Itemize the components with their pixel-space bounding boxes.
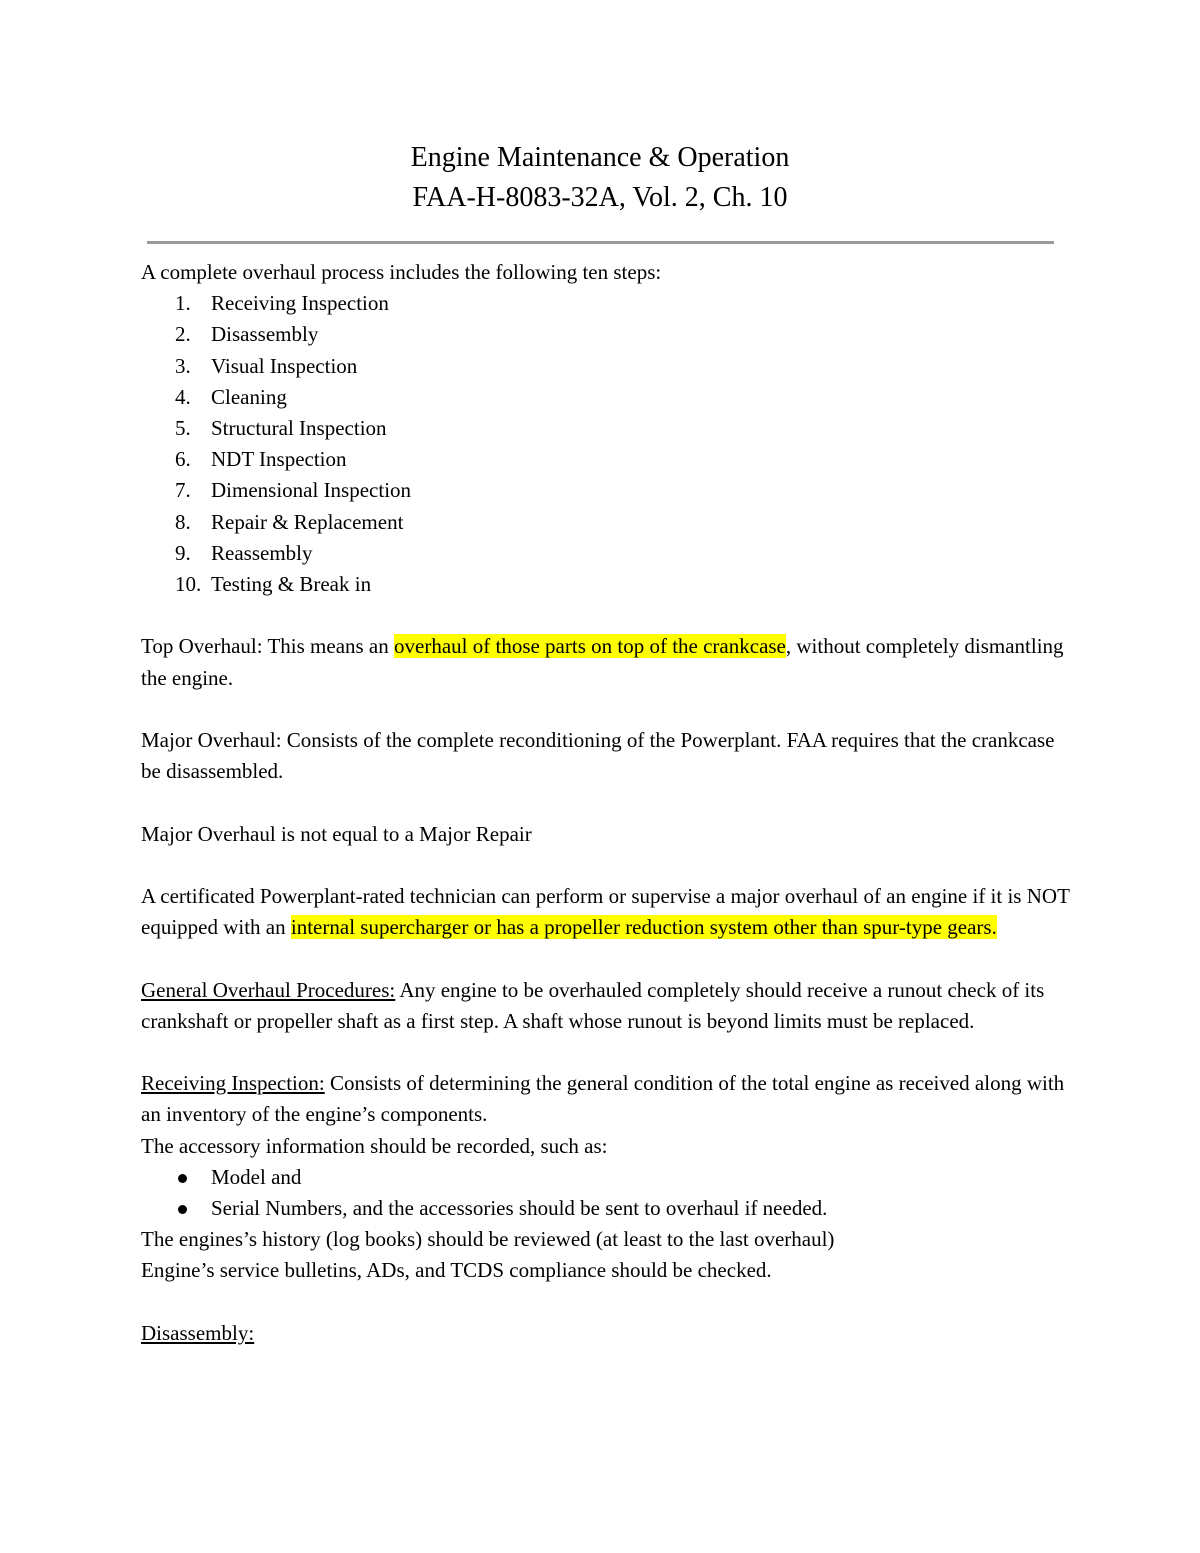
section-heading: Receiving Inspection:	[141, 1071, 325, 1096]
accessory-line: The accessory information should be recorded, such as:	[141, 1133, 608, 1158]
highlighted-text: overhaul of those parts on top of the crankcase	[394, 634, 786, 659]
section-heading: General Overhaul Procedures:	[141, 977, 396, 1002]
list-item	[141, 569, 1071, 600]
list-item-text: Receiving Inspection	[211, 291, 389, 316]
list-item-text: Structural Inspection	[211, 416, 387, 441]
list-number: 6.	[175, 447, 191, 472]
history-line: The engines’s history (log books) should be reviewed (at least to the last overhaul)	[141, 1227, 835, 1252]
paragraph-spacer	[141, 787, 1071, 818]
highlighted-text: internal supercharger or has a propeller reduction system other than spur-type gears.	[290, 915, 997, 940]
list-number: 5.	[175, 416, 191, 441]
major-not-repair-paragraph: Major Overhaul is not equal to a Major Repair	[141, 821, 532, 846]
list-number: 1.	[175, 291, 191, 316]
list-item-text: Model and	[211, 1164, 302, 1189]
section-heading: Disassembly:	[141, 1320, 255, 1345]
list-item	[141, 382, 1071, 413]
document-title: Engine Maintenance & Operation	[410, 142, 790, 173]
list-item	[141, 538, 1071, 569]
list-item-text: NDT Inspection	[211, 447, 347, 472]
bullet-icon	[178, 1174, 187, 1183]
paragraph-spacer	[141, 694, 1071, 725]
bulletins-line: Engine’s service bulletins, ADs, and TCDS compliance should be checked.	[141, 1258, 772, 1283]
certificated-technician-paragraph	[141, 881, 1071, 943]
list-item-text: Visual Inspection	[211, 353, 358, 378]
list-item	[141, 1162, 1071, 1193]
general-overhaul-paragraph	[141, 975, 1071, 1037]
list-number: 4.	[175, 384, 191, 409]
list-item-text: Disassembly	[211, 322, 319, 347]
paragraph-spacer	[141, 1287, 1071, 1318]
top-overhaul-text-end: , without completely dismantling the engine.	[141, 634, 1064, 690]
list-item	[141, 475, 1071, 506]
list-item-text: Dimensional Inspection	[211, 478, 412, 503]
top-overhaul-paragraph	[141, 631, 1071, 693]
bullet-icon	[178, 1205, 187, 1214]
list-item	[141, 444, 1071, 475]
list-item-text: Cleaning	[211, 384, 287, 409]
horizontal-divider	[147, 241, 1054, 244]
top-overhaul-text: Top Overhaul: This means an	[141, 634, 395, 659]
list-number: 2.	[175, 322, 191, 347]
general-overhaul-text: Any engine to be overhauled completely should receive a runout check of its crankshaft or propeller shaft as a first step. A shaft whose runout is beyond limits must be replaced.	[141, 977, 1045, 1033]
list-number: 9.	[175, 540, 191, 565]
intro-paragraph: A complete overhaul process includes the following ten steps:	[141, 260, 662, 284]
list-item-text: Reassembly	[211, 540, 313, 565]
receiving-inspection-paragraph	[141, 1068, 1071, 1130]
paragraph-spacer	[141, 850, 1071, 881]
paragraph-spacer	[141, 600, 1071, 631]
paragraph-spacer	[141, 1037, 1071, 1068]
list-item	[141, 413, 1071, 444]
list-item-text: Serial Numbers, and the accessories should be sent to overhaul if needed.	[211, 1196, 828, 1220]
disassembly-heading-paragraph	[141, 1318, 1071, 1349]
list-item-text: Testing & Break in	[211, 572, 372, 597]
major-overhaul-paragraph: Major Overhaul: Consists of the complete reconditioning of the Powerplant. FAA requires that the crankcase be disassembled.	[141, 728, 1055, 784]
list-item-text: Repair & Replacement	[211, 509, 404, 534]
paragraph-spacer	[141, 943, 1071, 974]
document-subtitle: FAA-H-8083-32A, Vol. 2, Ch. 10	[412, 182, 788, 213]
document-header	[0, 138, 1200, 218]
list-item	[141, 507, 1071, 538]
certificated-text: A certificated Powerplant-rated technician can perform or supervise a major overhaul of an engine if it is NOT equipped with an	[141, 884, 1070, 940]
list-number: 3.	[175, 353, 191, 378]
accessory-bullet-list	[141, 1162, 1071, 1224]
list-number: 7.	[175, 478, 191, 503]
list-number: 8.	[175, 509, 191, 534]
receiving-inspection-text: Consists of determining the general condition of the total engine as received along with an inventory of the engine’s components.	[141, 1071, 1065, 1127]
list-item	[141, 319, 1071, 350]
document-body	[141, 257, 1071, 1349]
list-item	[141, 288, 1071, 319]
overhaul-steps-list	[141, 288, 1071, 600]
list-number: 10.	[175, 572, 202, 597]
list-item	[141, 351, 1071, 382]
list-item	[141, 1193, 1071, 1224]
